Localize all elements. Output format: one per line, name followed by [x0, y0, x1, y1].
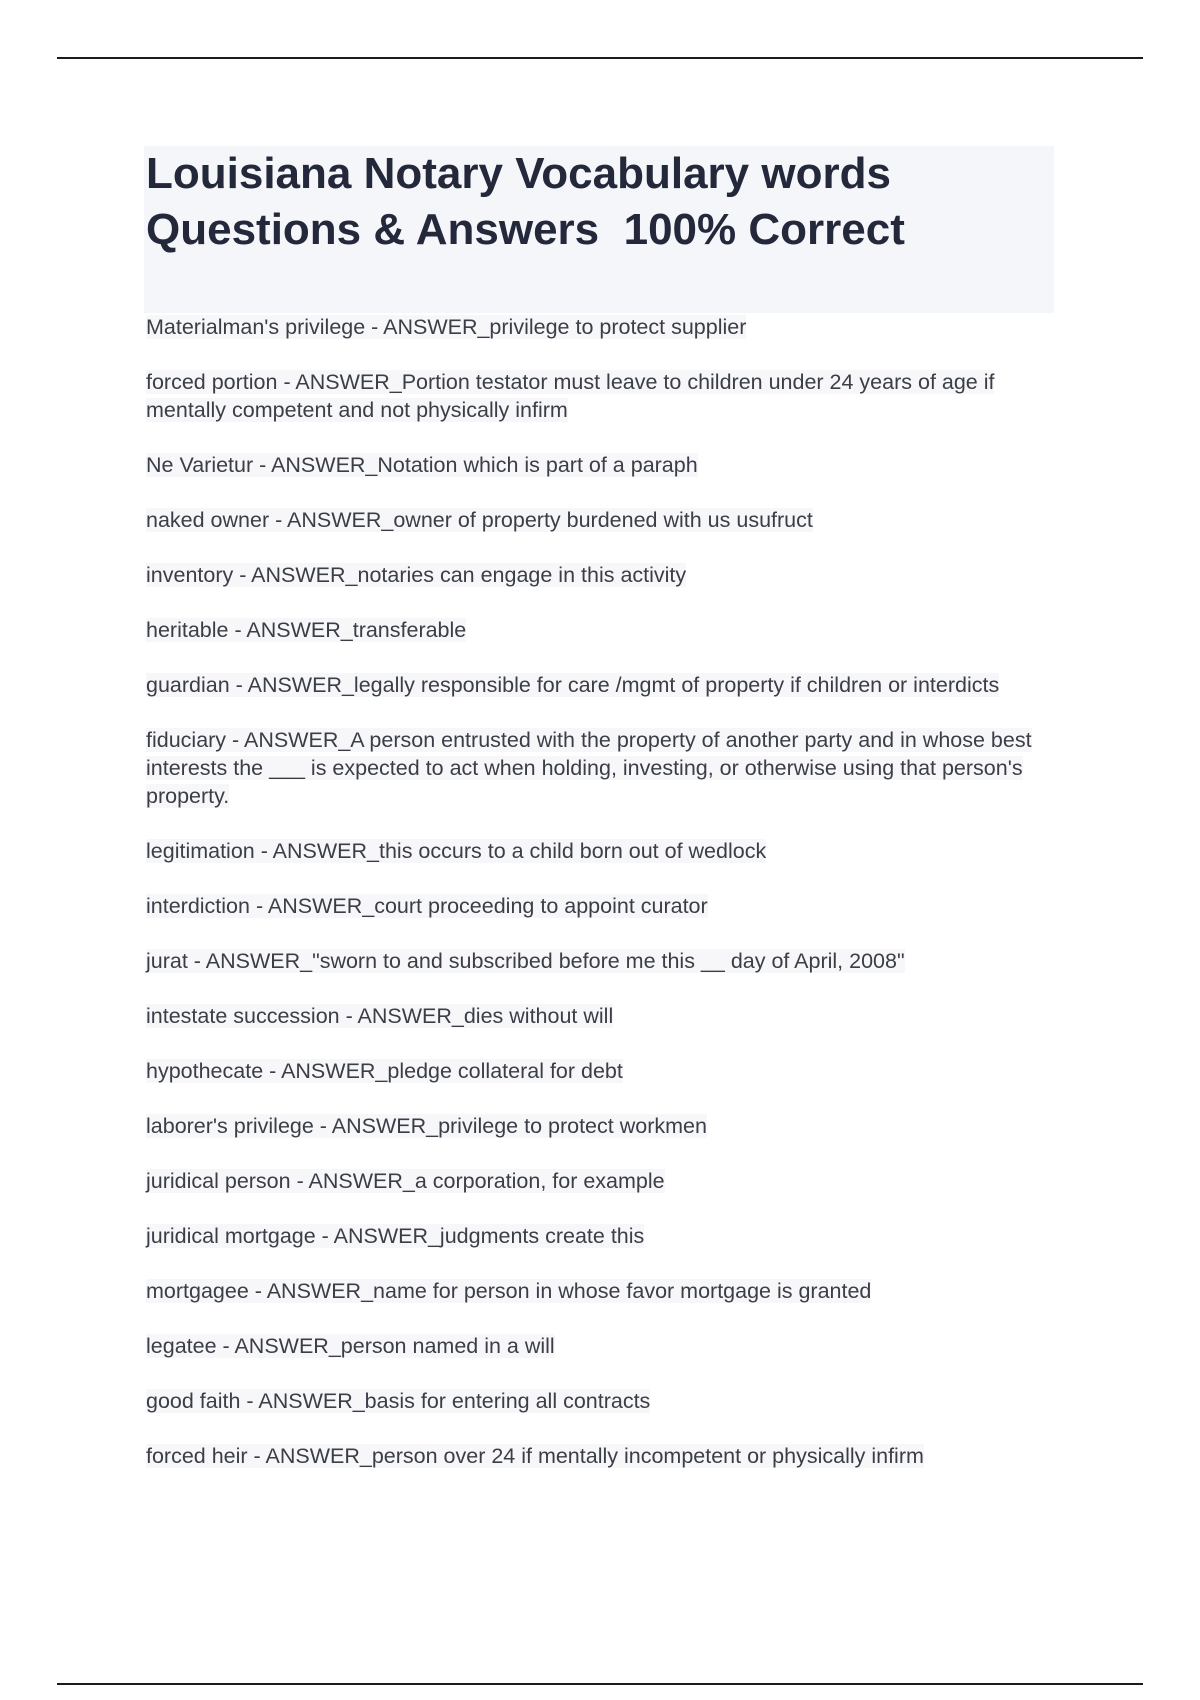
entry-text: legitimation - ANSWER_this occurs to a child born out of wedlock — [146, 839, 767, 863]
header-rule — [57, 57, 1143, 59]
vocabulary-entry — [146, 1057, 1056, 1085]
entry-text: hypothecate - ANSWER_pledge collateral for debt — [146, 1059, 623, 1083]
vocabulary-entry — [146, 1112, 1056, 1140]
entry-text: inventory - ANSWER_notaries can engage in this activity — [146, 563, 687, 587]
entry-text: Materialman's privilege - ANSWER_privilege to protect supplier — [146, 315, 747, 339]
entry-text: laborer's privilege - ANSWER_privilege to protect workmen — [146, 1114, 707, 1138]
entry-text: naked owner - ANSWER_owner of property burdened with us usufruct — [146, 508, 813, 532]
footer-rule — [57, 1683, 1143, 1685]
vocabulary-entry — [146, 947, 1056, 975]
entry-text: intestate succession - ANSWER_dies without will — [146, 1004, 614, 1028]
vocabulary-entry — [146, 313, 1056, 341]
vocabulary-entry — [146, 1332, 1056, 1360]
vocabulary-entry — [146, 1442, 1056, 1470]
vocabulary-list — [146, 313, 1056, 1497]
vocabulary-entry — [146, 451, 1056, 479]
entry-text: juridical mortgage - ANSWER_judgments create this — [146, 1224, 645, 1248]
entry-text: interdiction - ANSWER_court proceeding to appoint curator — [146, 894, 708, 918]
entry-text: fiduciary - ANSWER_A person entrusted with the property of another party and in whose best interests the ___ is expected to act when holding, investing, or otherwise using that person's property. — [146, 728, 1032, 808]
vocabulary-entry — [146, 368, 1056, 424]
title-line-1: Louisiana Notary Vocabulary words — [146, 149, 891, 198]
entry-text: mortgagee - ANSWER_name for person in whose favor mortgage is granted — [146, 1279, 872, 1303]
entry-text: forced heir - ANSWER_person over 24 if mentally incompetent or physically infirm — [146, 1444, 924, 1468]
entry-text: good faith - ANSWER_basis for entering all contracts — [146, 1389, 651, 1413]
vocabulary-entry — [146, 837, 1056, 865]
entry-text: juridical person - ANSWER_a corporation, for example — [146, 1169, 665, 1193]
vocabulary-entry — [146, 1002, 1056, 1030]
vocabulary-entry — [146, 726, 1056, 810]
entry-text: jurat - ANSWER_"sworn to and subscribed before me this __ day of April, 2008" — [146, 949, 905, 973]
title-line-2: Questions & Answers 100% Correct — [146, 205, 905, 254]
vocabulary-entry — [146, 506, 1056, 534]
entry-text: heritable - ANSWER_transferable — [146, 618, 467, 642]
vocabulary-entry — [146, 1222, 1056, 1250]
vocabulary-entry — [146, 1167, 1056, 1195]
entry-text: Ne Varietur - ANSWER_Notation which is part of a paraph — [146, 453, 698, 477]
entry-text: guardian - ANSWER_legally responsible for care /mgmt of property if children or interdicts — [146, 673, 1000, 697]
vocabulary-entry — [146, 616, 1056, 644]
vocabulary-entry — [146, 1387, 1056, 1415]
document-title — [144, 146, 1054, 313]
entry-text: forced portion - ANSWER_Portion testator must leave to children under 24 years of age if mentally competent and not physically infirm — [146, 370, 995, 422]
vocabulary-entry — [146, 671, 1056, 699]
vocabulary-entry — [146, 561, 1056, 589]
vocabulary-entry — [146, 1277, 1056, 1305]
entry-text: legatee - ANSWER_person named in a will — [146, 1334, 555, 1358]
vocabulary-entry — [146, 892, 1056, 920]
